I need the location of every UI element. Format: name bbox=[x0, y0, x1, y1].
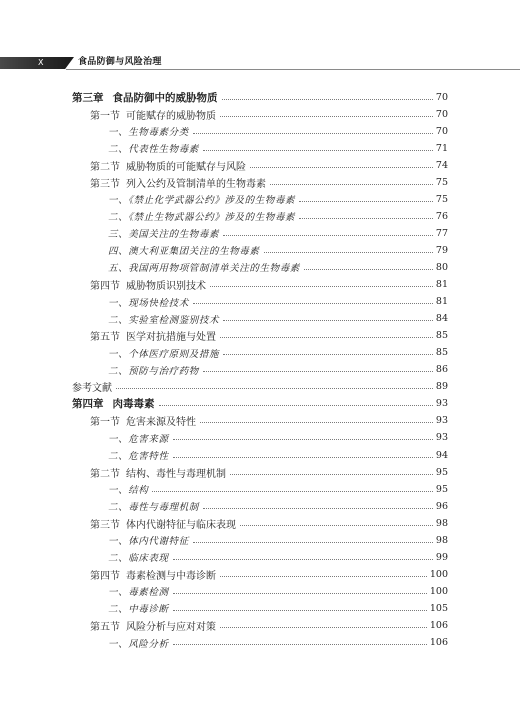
entry-title: 威胁物质的可能赋存与风险 bbox=[126, 161, 246, 173]
toc-item-row bbox=[72, 481, 448, 498]
entry-label: 第一节 bbox=[90, 417, 120, 429]
running-head-rule bbox=[66, 69, 520, 70]
entry-title: 毒素检测与中毒诊断 bbox=[126, 570, 216, 582]
toc-section-row bbox=[72, 412, 448, 429]
entry-label: 第四章 bbox=[72, 398, 104, 411]
page-number: 84 bbox=[435, 313, 448, 325]
dot-leader bbox=[230, 474, 433, 475]
toc-item-row bbox=[72, 123, 448, 140]
page-number: 95 bbox=[435, 483, 448, 495]
entry-title: 三、美国关注的生物毒素 bbox=[108, 229, 220, 241]
page-number: 106 bbox=[429, 619, 448, 631]
page-number: 70 bbox=[435, 108, 448, 120]
toc-item-row bbox=[72, 191, 448, 208]
page-number: 71 bbox=[435, 142, 448, 154]
book-title: 食品防御与风险治理 bbox=[78, 57, 162, 67]
toc-item-row bbox=[72, 140, 448, 157]
toc-section-row bbox=[72, 157, 448, 174]
dot-leader bbox=[203, 508, 433, 509]
entry-title: 一、《禁止化学武器公约》涉及的生物毒素 bbox=[108, 195, 296, 207]
dot-leader bbox=[299, 218, 433, 219]
dot-leader bbox=[223, 235, 433, 236]
dot-leader bbox=[173, 593, 427, 594]
toc-item-row bbox=[72, 310, 448, 327]
page-number: 89 bbox=[435, 381, 448, 393]
toc-item-row bbox=[72, 446, 448, 463]
toc-item-row bbox=[72, 344, 448, 361]
toc-chapter-row bbox=[72, 395, 448, 412]
page-numeral: X bbox=[38, 58, 44, 67]
dot-leader bbox=[240, 525, 433, 526]
page-number: 94 bbox=[435, 449, 448, 461]
entry-label: 第二节 bbox=[90, 161, 120, 173]
toc-item-row bbox=[72, 208, 448, 225]
dot-leader bbox=[220, 116, 433, 117]
entry-label: 第一节 bbox=[90, 110, 120, 122]
dot-leader bbox=[116, 388, 433, 389]
toc-item-row bbox=[72, 498, 448, 515]
entry-title: 一、现场快检技术 bbox=[108, 297, 189, 309]
page-number: 77 bbox=[435, 227, 448, 239]
entry-title: 二、《禁止生物武器公约》涉及的生物毒素 bbox=[108, 212, 296, 224]
entry-label: 第三节 bbox=[90, 519, 120, 531]
page-number: 74 bbox=[435, 159, 448, 171]
dot-leader bbox=[173, 610, 427, 611]
entry-label: 第三章 bbox=[72, 91, 104, 104]
toc-item-row bbox=[72, 361, 448, 378]
entry-title: 食品防御中的威胁物质 bbox=[112, 91, 218, 104]
entry-label: 第四节 bbox=[90, 281, 120, 293]
dot-leader bbox=[200, 422, 433, 423]
table-of-contents bbox=[72, 89, 448, 652]
dot-leader bbox=[173, 457, 433, 458]
dot-leader bbox=[193, 542, 433, 543]
dot-leader bbox=[159, 405, 433, 406]
toc-item-row bbox=[72, 293, 448, 310]
page-number: 81 bbox=[435, 296, 448, 308]
dot-leader bbox=[223, 354, 433, 355]
dot-leader bbox=[173, 439, 433, 440]
entry-title: 医学对抗措施与处置 bbox=[126, 332, 216, 344]
page-number: 96 bbox=[435, 500, 448, 512]
toc-section-row bbox=[72, 464, 448, 481]
entry-label: 第四节 bbox=[90, 570, 120, 582]
toc-item-row bbox=[72, 583, 448, 600]
dot-leader bbox=[173, 559, 433, 560]
entry-title: 五、我国两用物项管制清单关注的生物毒素 bbox=[108, 263, 300, 275]
dot-leader bbox=[264, 252, 433, 253]
entry-title: 二、临床表现 bbox=[108, 553, 169, 565]
page-number: 93 bbox=[435, 398, 448, 410]
dot-leader bbox=[220, 337, 433, 338]
running-head-bar bbox=[0, 57, 74, 69]
toc-section-row bbox=[72, 174, 448, 191]
dot-leader bbox=[222, 99, 433, 100]
page-number: 70 bbox=[435, 125, 448, 137]
entry-title: 一、风险分析 bbox=[108, 638, 169, 650]
page-number: 81 bbox=[435, 279, 448, 291]
page-number: 80 bbox=[435, 261, 448, 273]
toc-section-row bbox=[72, 566, 448, 583]
dot-leader bbox=[152, 491, 433, 492]
dot-leader bbox=[220, 576, 427, 577]
dot-leader bbox=[203, 150, 433, 151]
entry-title: 二、毒性与毒理机制 bbox=[108, 502, 199, 514]
entry-title: 一、毒素检测 bbox=[108, 587, 169, 599]
dot-leader bbox=[193, 303, 433, 304]
entry-title: 二、危害特性 bbox=[108, 451, 169, 462]
page-number: 79 bbox=[435, 244, 448, 256]
page-number: 98 bbox=[435, 534, 448, 546]
page-number: 76 bbox=[435, 210, 448, 222]
page-number: 75 bbox=[435, 176, 448, 188]
dot-leader bbox=[203, 371, 433, 372]
entry-title: 危害来源及特性 bbox=[126, 417, 196, 429]
toc-chapter-row bbox=[72, 89, 448, 106]
dot-leader bbox=[193, 133, 433, 134]
page-number: 95 bbox=[435, 466, 448, 478]
dot-leader bbox=[210, 286, 433, 287]
entry-title: 二、中毒诊断 bbox=[108, 604, 169, 616]
dot-leader bbox=[250, 167, 433, 168]
page-number: 85 bbox=[435, 347, 448, 359]
dot-leader bbox=[173, 644, 427, 645]
toc-section-row bbox=[72, 327, 448, 344]
entry-label: 第五节 bbox=[90, 621, 120, 633]
entry-title: 一、危害来源 bbox=[108, 433, 169, 445]
page-number: 86 bbox=[435, 364, 448, 376]
page-number: 75 bbox=[435, 193, 448, 205]
entry-title: 列入公约及管制清单的生物毒素 bbox=[126, 178, 266, 190]
toc-section-row bbox=[72, 515, 448, 532]
dot-leader bbox=[220, 627, 427, 628]
dot-leader bbox=[304, 269, 433, 270]
entry-title: 肉毒毒素 bbox=[112, 398, 155, 411]
dot-leader bbox=[270, 184, 433, 185]
toc-item-row bbox=[72, 259, 448, 276]
entry-title: 威胁物质识别技术 bbox=[126, 281, 206, 293]
toc-section-row bbox=[72, 617, 448, 634]
entry-title: 一、生物毒素分类 bbox=[108, 127, 189, 139]
dot-leader bbox=[299, 201, 433, 202]
running-head bbox=[0, 56, 520, 70]
page-number: 98 bbox=[435, 517, 448, 529]
page-number: 99 bbox=[435, 551, 448, 563]
dot-leader bbox=[223, 320, 433, 321]
entry-title: 一、结构 bbox=[108, 485, 149, 497]
page-number: 100 bbox=[429, 585, 448, 597]
toc-item-row bbox=[72, 429, 448, 446]
page-number: 100 bbox=[429, 568, 448, 580]
toc-item-row bbox=[72, 634, 448, 651]
entry-title: 四、澳大利亚集团关注的生物毒素 bbox=[108, 246, 260, 258]
entry-title: 参考文献 bbox=[72, 383, 112, 395]
page-number: 93 bbox=[435, 415, 448, 427]
page-number: 85 bbox=[435, 330, 448, 342]
toc-reference-row bbox=[72, 378, 448, 395]
page-number: 93 bbox=[435, 432, 448, 444]
entry-label: 第五节 bbox=[90, 332, 120, 344]
toc-item-row bbox=[72, 242, 448, 259]
page-number: 106 bbox=[429, 637, 448, 649]
entry-label: 第三节 bbox=[90, 178, 120, 190]
toc-item-row bbox=[72, 532, 448, 549]
entry-label: 第二节 bbox=[90, 468, 120, 480]
toc-item-row bbox=[72, 225, 448, 242]
toc-section-row bbox=[72, 276, 448, 293]
toc-section-row bbox=[72, 106, 448, 123]
entry-title: 风险分析与应对对策 bbox=[126, 621, 216, 633]
entry-title: 二、代表性生物毒素 bbox=[108, 144, 199, 156]
page-number: 70 bbox=[435, 91, 448, 103]
toc-item-row bbox=[72, 600, 448, 617]
entry-title: 体内代谢特征与临床表现 bbox=[126, 519, 236, 531]
page-number: 105 bbox=[429, 602, 448, 614]
entry-title: 结构、毒性与毒理机制 bbox=[126, 468, 226, 480]
entry-title: 二、预防与治疗药物 bbox=[108, 365, 199, 377]
entry-title: 二、实验室检测鉴别技术 bbox=[108, 314, 220, 326]
toc-item-row bbox=[72, 549, 448, 566]
entry-title: 一、体内代谢特征 bbox=[108, 536, 189, 548]
entry-title: 可能赋存的威胁物质 bbox=[126, 110, 216, 122]
entry-title: 一、个体医疗原则及措施 bbox=[108, 348, 220, 360]
